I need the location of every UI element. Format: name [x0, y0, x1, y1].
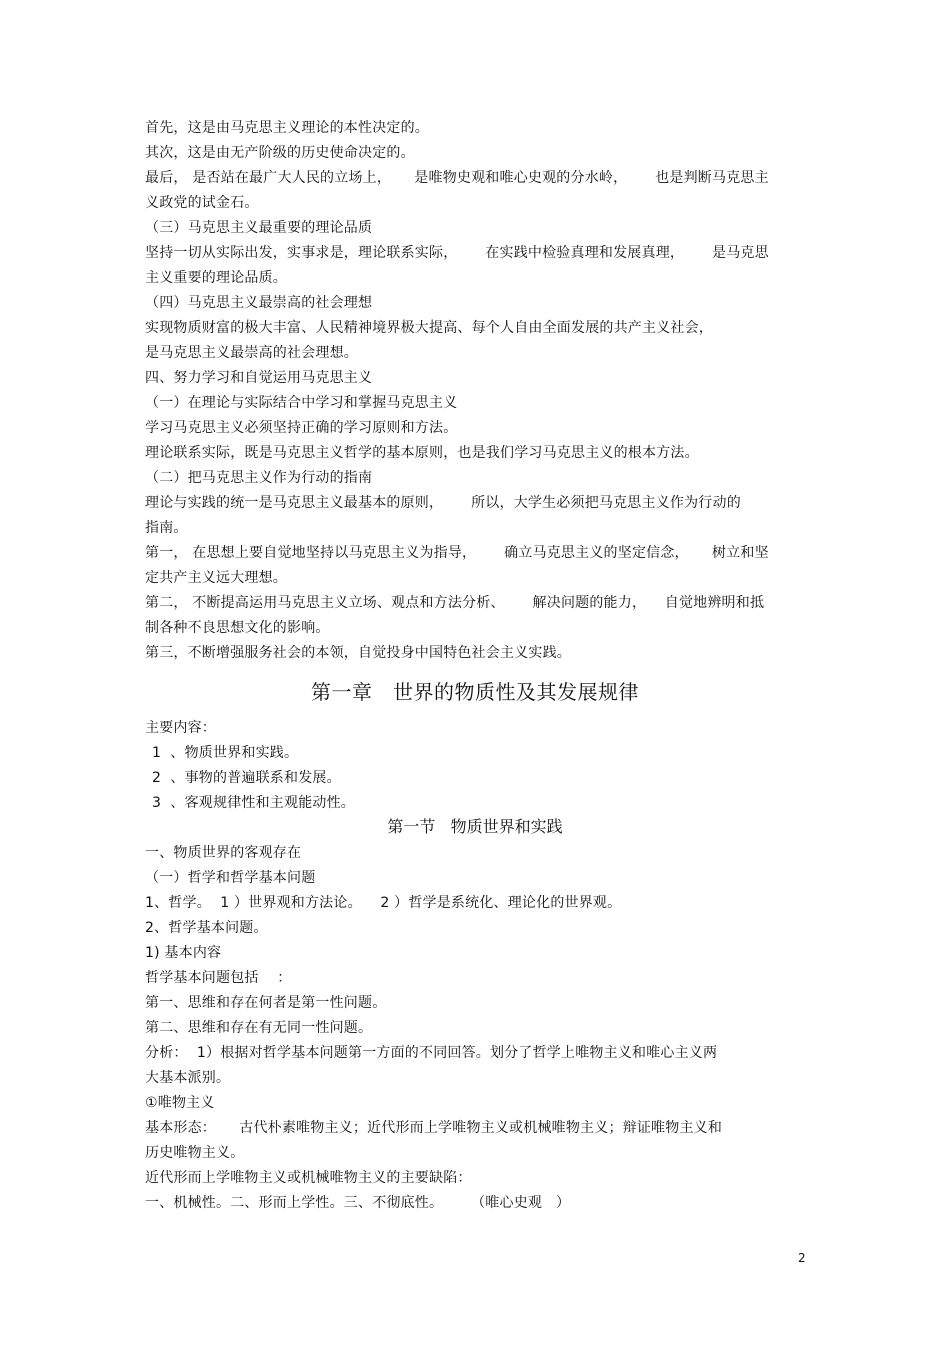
main-content-item: 3 、客观规律性和主观能动性。	[152, 795, 356, 811]
text-line: 第二， 不断提高运用马克思主义立场、观点和方法分析、 解决问题的能力， 自觉地辨明和抵	[145, 595, 765, 611]
text-line: 定共产主义远大理想。	[145, 570, 287, 586]
text-line: 义政党的试金石。	[145, 195, 259, 211]
text-line: 理论联系实际，既是马克思主义哲学的基本原则，也是我们学习马克思主义的根本方法。	[145, 445, 699, 461]
text-line: ①唯物主义	[145, 1095, 215, 1111]
text-line: 最后， 是否站在最广大人民的立场上， 是唯物史观和唯心史观的分水岭， 也是判断马克思主	[145, 170, 769, 186]
subheading: （二）把马克思主义作为行动的指南	[145, 470, 373, 486]
main-content-item: 2 、事物的普遍联系和发展。	[152, 770, 341, 786]
section-title: 第一节 物质世界和实践	[387, 817, 563, 836]
text-line: 其次，这是由无产阶级的历史使命决定的。	[145, 145, 415, 161]
main-content-item: 1 、物质世界和实践。	[152, 745, 299, 761]
text-line: 一、机械性。二、形而上学性。三、不彻底性。 （唯心史观 ）	[145, 1195, 571, 1211]
subheading: （四）马克思主义最崇高的社会理想	[145, 295, 373, 311]
subheading: （一）哲学和哲学基本问题	[145, 870, 316, 886]
text-line: 2、哲学基本问题。	[145, 920, 268, 936]
text-line: 首先，这是由马克思主义理论的本性决定的。	[145, 120, 429, 136]
text-line: 分析： 1）根据对哲学基本问题第一方面的不同回答。划分了哲学上唯物主义和唯心主义两	[145, 1045, 718, 1061]
subheading: （一）在理论与实际结合中学习和掌握马克思主义	[145, 395, 458, 411]
text-line: 历史唯物主义。	[145, 1145, 245, 1161]
text-line: 是马克思主义最崇高的社会理想。	[145, 345, 358, 361]
subheading: （三）马克思主义最重要的理论品质	[145, 220, 373, 236]
heading-level-2: 四、努力学习和自觉运用马克思主义	[145, 370, 373, 386]
heading-level-2: 一、物质世界的客观存在	[145, 845, 302, 861]
text-line: 第二、思维和存在有无同一性问题。	[145, 1020, 373, 1036]
text-line: 1、哲学。 1 ）世界观和方法论。 2 ）哲学是系统化、理论化的世界观。	[145, 895, 622, 911]
text-line: 实现物质财富的极大丰富、人民精神境界极大提高、每个人自由全面发展的共产主义社会，	[145, 320, 713, 336]
text-line: 大基本派别。	[145, 1070, 231, 1086]
text-line: 指南。	[145, 520, 188, 536]
text-line: 理论与实践的统一是马克思主义最基本的原则， 所以，大学生必须把马克思主义作为行动的	[145, 495, 741, 511]
text-line: 主义重要的理论品质。	[145, 270, 287, 286]
text-line: 第三，不断增强服务社会的本领，自觉投身中国特色社会主义实践。	[145, 645, 571, 661]
main-content-label: 主要内容：	[145, 720, 216, 736]
text-line: 制各种不良思想文化的影响。	[145, 620, 330, 636]
text-line: 近代形而上学唯物主义或机械唯物主义的主要缺陷：	[145, 1170, 472, 1186]
text-line: 第一、思维和存在何者是第一性问题。	[145, 995, 387, 1011]
text-line: 学习马克思主义必须坚持正确的学习原则和方法。	[145, 420, 458, 436]
text-line: 基本形态： 古代朴素唯物主义；近代形而上学唯物主义或机械唯物主义；辩证唯物主义和	[145, 1120, 723, 1136]
text-line: 哲学基本问题包括 ：	[145, 970, 292, 986]
text-line: 坚持一切从实际出发，实事求是，理论联系实际， 在实践中检验真理和发展真理， 是马克思	[145, 245, 769, 261]
text-line: 1) 基本内容	[145, 945, 222, 961]
chapter-title: 第一章 世界的物质性及其发展规律	[310, 680, 640, 704]
text-line: 第一， 在思想上要自觉地坚持以马克思主义为指导， 确立马克思主义的坚定信念， 树立和坚	[145, 545, 769, 561]
page-number: 2	[798, 1251, 806, 1265]
